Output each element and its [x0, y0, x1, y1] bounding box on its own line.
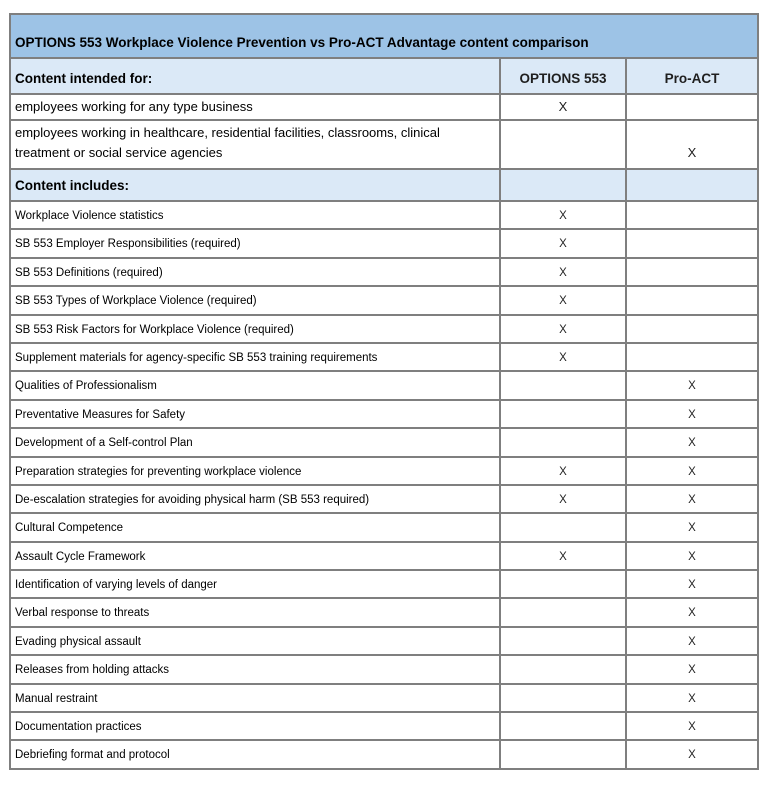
column-header-content-intended-for: Content intended for:	[10, 58, 500, 94]
options553-cell	[500, 655, 626, 683]
row-label: Development of a Self-control Plan	[10, 428, 500, 456]
table-row	[10, 570, 758, 598]
row-label: SB 553 Definitions (required)	[10, 258, 500, 286]
proact-cell	[626, 229, 758, 257]
row-label: Preparation strategies for preventing workplace violence	[10, 457, 500, 485]
options553-cell: X	[500, 201, 626, 229]
proact-cell: X	[626, 684, 758, 712]
table-row	[10, 94, 758, 120]
options553-cell: X	[500, 229, 626, 257]
section-header-label: Content includes:	[10, 169, 500, 201]
table-title-row	[10, 14, 758, 58]
row-label: Preventative Measures for Safety	[10, 400, 500, 428]
table-row	[10, 400, 758, 428]
table-row	[10, 286, 758, 314]
proact-cell: X	[626, 655, 758, 683]
options553-cell: X	[500, 94, 626, 120]
options553-cell	[500, 570, 626, 598]
table-row	[10, 258, 758, 286]
options553-cell	[500, 740, 626, 768]
options553-cell	[500, 120, 626, 169]
proact-cell: X	[626, 598, 758, 626]
table-row	[10, 428, 758, 456]
row-label: Assault Cycle Framework	[10, 542, 500, 570]
options553-cell	[500, 428, 626, 456]
row-label: employees working in healthcare, residential facilities, classrooms, clinical treatment or social service agencies	[10, 120, 500, 169]
row-label: SB 553 Employer Responsibilities (required)	[10, 229, 500, 257]
proact-cell	[626, 315, 758, 343]
section-header-row	[10, 169, 758, 201]
table-row	[10, 655, 758, 683]
proact-cell	[626, 286, 758, 314]
options553-cell: X	[500, 315, 626, 343]
options553-cell: X	[500, 343, 626, 371]
row-label: employees working for any type business	[10, 94, 500, 120]
table-row	[10, 712, 758, 740]
column-header-options553: OPTIONS 553	[500, 58, 626, 94]
options553-cell	[500, 627, 626, 655]
row-label: Manual restraint	[10, 684, 500, 712]
table-row	[10, 513, 758, 541]
table-row	[10, 315, 758, 343]
options553-cell	[500, 513, 626, 541]
proact-cell: X	[626, 740, 758, 768]
table-row	[10, 542, 758, 570]
proact-cell: X	[626, 712, 758, 740]
row-label: Cultural Competence	[10, 513, 500, 541]
options553-cell	[500, 169, 626, 201]
proact-cell	[626, 343, 758, 371]
options553-cell	[500, 598, 626, 626]
table-row	[10, 740, 758, 768]
proact-cell: X	[626, 120, 758, 169]
options553-cell: X	[500, 485, 626, 513]
options553-cell: X	[500, 286, 626, 314]
proact-cell: X	[626, 428, 758, 456]
proact-cell	[626, 169, 758, 201]
comparison-table	[9, 13, 759, 770]
table-row	[10, 201, 758, 229]
row-label: Verbal response to threats	[10, 598, 500, 626]
row-label: Documentation practices	[10, 712, 500, 740]
row-label: SB 553 Risk Factors for Workplace Violence (required)	[10, 315, 500, 343]
options553-cell: X	[500, 457, 626, 485]
table-row	[10, 343, 758, 371]
proact-cell: X	[626, 513, 758, 541]
proact-cell: X	[626, 400, 758, 428]
table-row	[10, 627, 758, 655]
table-row	[10, 684, 758, 712]
row-label: Identification of varying levels of danger	[10, 570, 500, 598]
options553-cell	[500, 371, 626, 399]
table-row	[10, 598, 758, 626]
proact-cell	[626, 258, 758, 286]
options553-cell: X	[500, 542, 626, 570]
row-label: Qualities of Professionalism	[10, 371, 500, 399]
table-header-row	[10, 58, 758, 94]
proact-cell	[626, 201, 758, 229]
options553-cell	[500, 400, 626, 428]
row-label: SB 553 Types of Workplace Violence (required)	[10, 286, 500, 314]
proact-cell: X	[626, 542, 758, 570]
table-row	[10, 120, 758, 169]
row-label: Supplement materials for agency-specific SB 553 training requirements	[10, 343, 500, 371]
row-label: Releases from holding attacks	[10, 655, 500, 683]
options553-cell	[500, 712, 626, 740]
options553-cell	[500, 684, 626, 712]
proact-cell: X	[626, 627, 758, 655]
proact-cell: X	[626, 570, 758, 598]
table-row	[10, 485, 758, 513]
table-row	[10, 229, 758, 257]
row-label: Workplace Violence statistics	[10, 201, 500, 229]
table-title: OPTIONS 553 Workplace Violence Prevention vs Pro-ACT Advantage content comparison	[10, 14, 758, 58]
proact-cell: X	[626, 457, 758, 485]
proact-cell: X	[626, 485, 758, 513]
options553-cell: X	[500, 258, 626, 286]
row-label: Evading physical assault	[10, 627, 500, 655]
table-row	[10, 371, 758, 399]
proact-cell	[626, 94, 758, 120]
column-header-proact: Pro-ACT	[626, 58, 758, 94]
row-label: Debriefing format and protocol	[10, 740, 500, 768]
row-label: De-escalation strategies for avoiding physical harm (SB 553 required)	[10, 485, 500, 513]
table-row	[10, 457, 758, 485]
proact-cell: X	[626, 371, 758, 399]
